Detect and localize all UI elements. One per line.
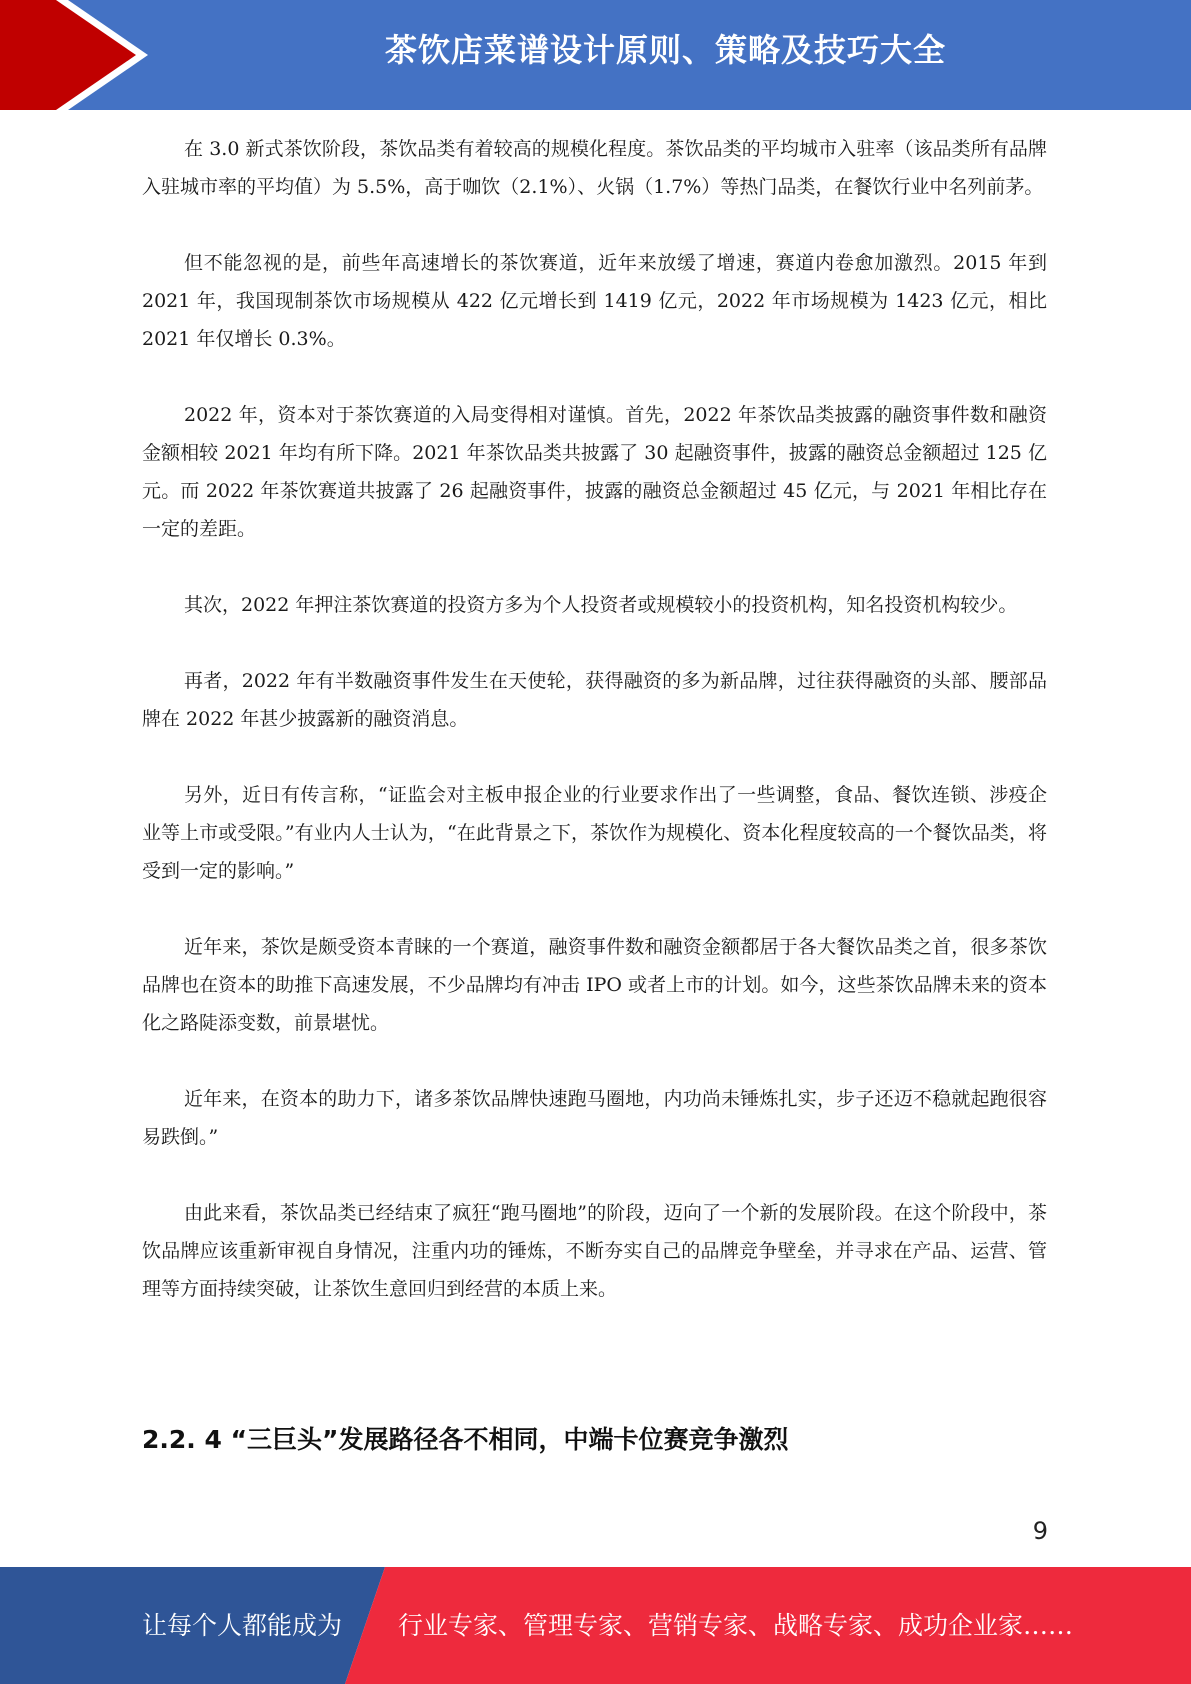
paragraph: 在 3.0 新式茶饮阶段，茶饮品类有着较高的规模化程度。茶饮品类的平均城市入驻率（该品类所有品牌入驻城市率的平均值）为 5.5%，高于咖饮（2.1%）、火锅（1.7%）等热门品类，在餐饮行业中名列前茅。 bbox=[142, 138, 1047, 198]
paragraph: 另外，近日有传言称，“证监会对主板申报企业的行业要求作出了一些调整，食品、餐饮连锁、涉疫企业等上市或受限。”有业内人士认为，“在此背景之下，茶饮作为规模化、资本化程度较高的一个餐饮品类，将受到一定的影响。” bbox=[142, 784, 1047, 882]
paragraph: 近年来，茶饮是颇受资本青睐的一个赛道，融资事件数和融资金额都居于各大餐饮品类之首，很多茶饮品牌也在资本的助推下高速发展，不少品牌均有冲击 IPO 或者上市的计划。如今，这些茶饮品牌未来的资本化之路陡添变数，前景堪忧。 bbox=[142, 936, 1047, 1034]
document-title: 茶饮店菜谱设计原则、策略及技巧大全 bbox=[384, 31, 946, 69]
section-heading: 2.2. 4 “三巨头”发展路径各不相同，中端卡位赛竞争激烈 bbox=[142, 1425, 789, 1454]
paragraph: 由此来看，茶饮品类已经结束了疯狂“跑马圈地”的阶段，迈向了一个新的发展阶段。在这个阶段中，茶饮品牌应该重新审视自身情况，注重内功的锤炼，不断夯实自己的品牌竞争壁垒，并寻求在产品、运营、管理等方面持续突破，让茶饮生意回归到经营的本质上来。 bbox=[142, 1202, 1047, 1300]
paragraph: 近年来，在资本的助力下，诸多茶饮品牌快速跑马圈地，内功尚未锤炼扎实，步子还迈不稳就起跑很容易跌倒。” bbox=[142, 1088, 1047, 1148]
page-header bbox=[0, 0, 1191, 110]
paragraph: 再者，2022 年有半数融资事件发生在天使轮，获得融资的多为新品牌，过往获得融资的头部、腰部品牌在 2022 年甚少披露新的融资消息。 bbox=[142, 670, 1047, 730]
page-footer bbox=[0, 1567, 1191, 1684]
body-text bbox=[142, 130, 1047, 1308]
page-number: 9 bbox=[1032, 1517, 1048, 1545]
paragraph: 其次，2022 年押注茶饮赛道的投资方多为个人投资者或规模较小的投资机构，知名投资机构较少。 bbox=[184, 594, 1018, 616]
footer-slogan-right: 行业专家、管理专家、营销专家、战略专家、成功企业家…… bbox=[398, 1611, 1074, 1640]
footer-slogan-left: 让每个人都能成为 bbox=[142, 1611, 343, 1640]
paragraph: 但不能忽视的是，前些年高速增长的茶饮赛道，近年来放缓了增速，赛道内卷愈加激烈。2015 年到 2021 年，我国现制茶饮市场规模从 422 亿元增长到 1419 亿元，2022 年市场规模为 1423 亿元，相比 2021 年仅增长 0.3%。 bbox=[142, 252, 1047, 350]
paragraph: 2022 年，资本对于茶饮赛道的入局变得相对谨慎。首先，2022 年茶饮品类披露的融资事件数和融资金额相较 2021 年均有所下降。2021 年茶饮品类共披露了 30 起融资事件，披露的融资总金额超过 125 亿元。而 2022 年茶饮赛道共披露了 26 起融资事件，披露的融资总金额超过 45 亿元，与 2021 年相比存在一定的差距。 bbox=[142, 404, 1047, 540]
